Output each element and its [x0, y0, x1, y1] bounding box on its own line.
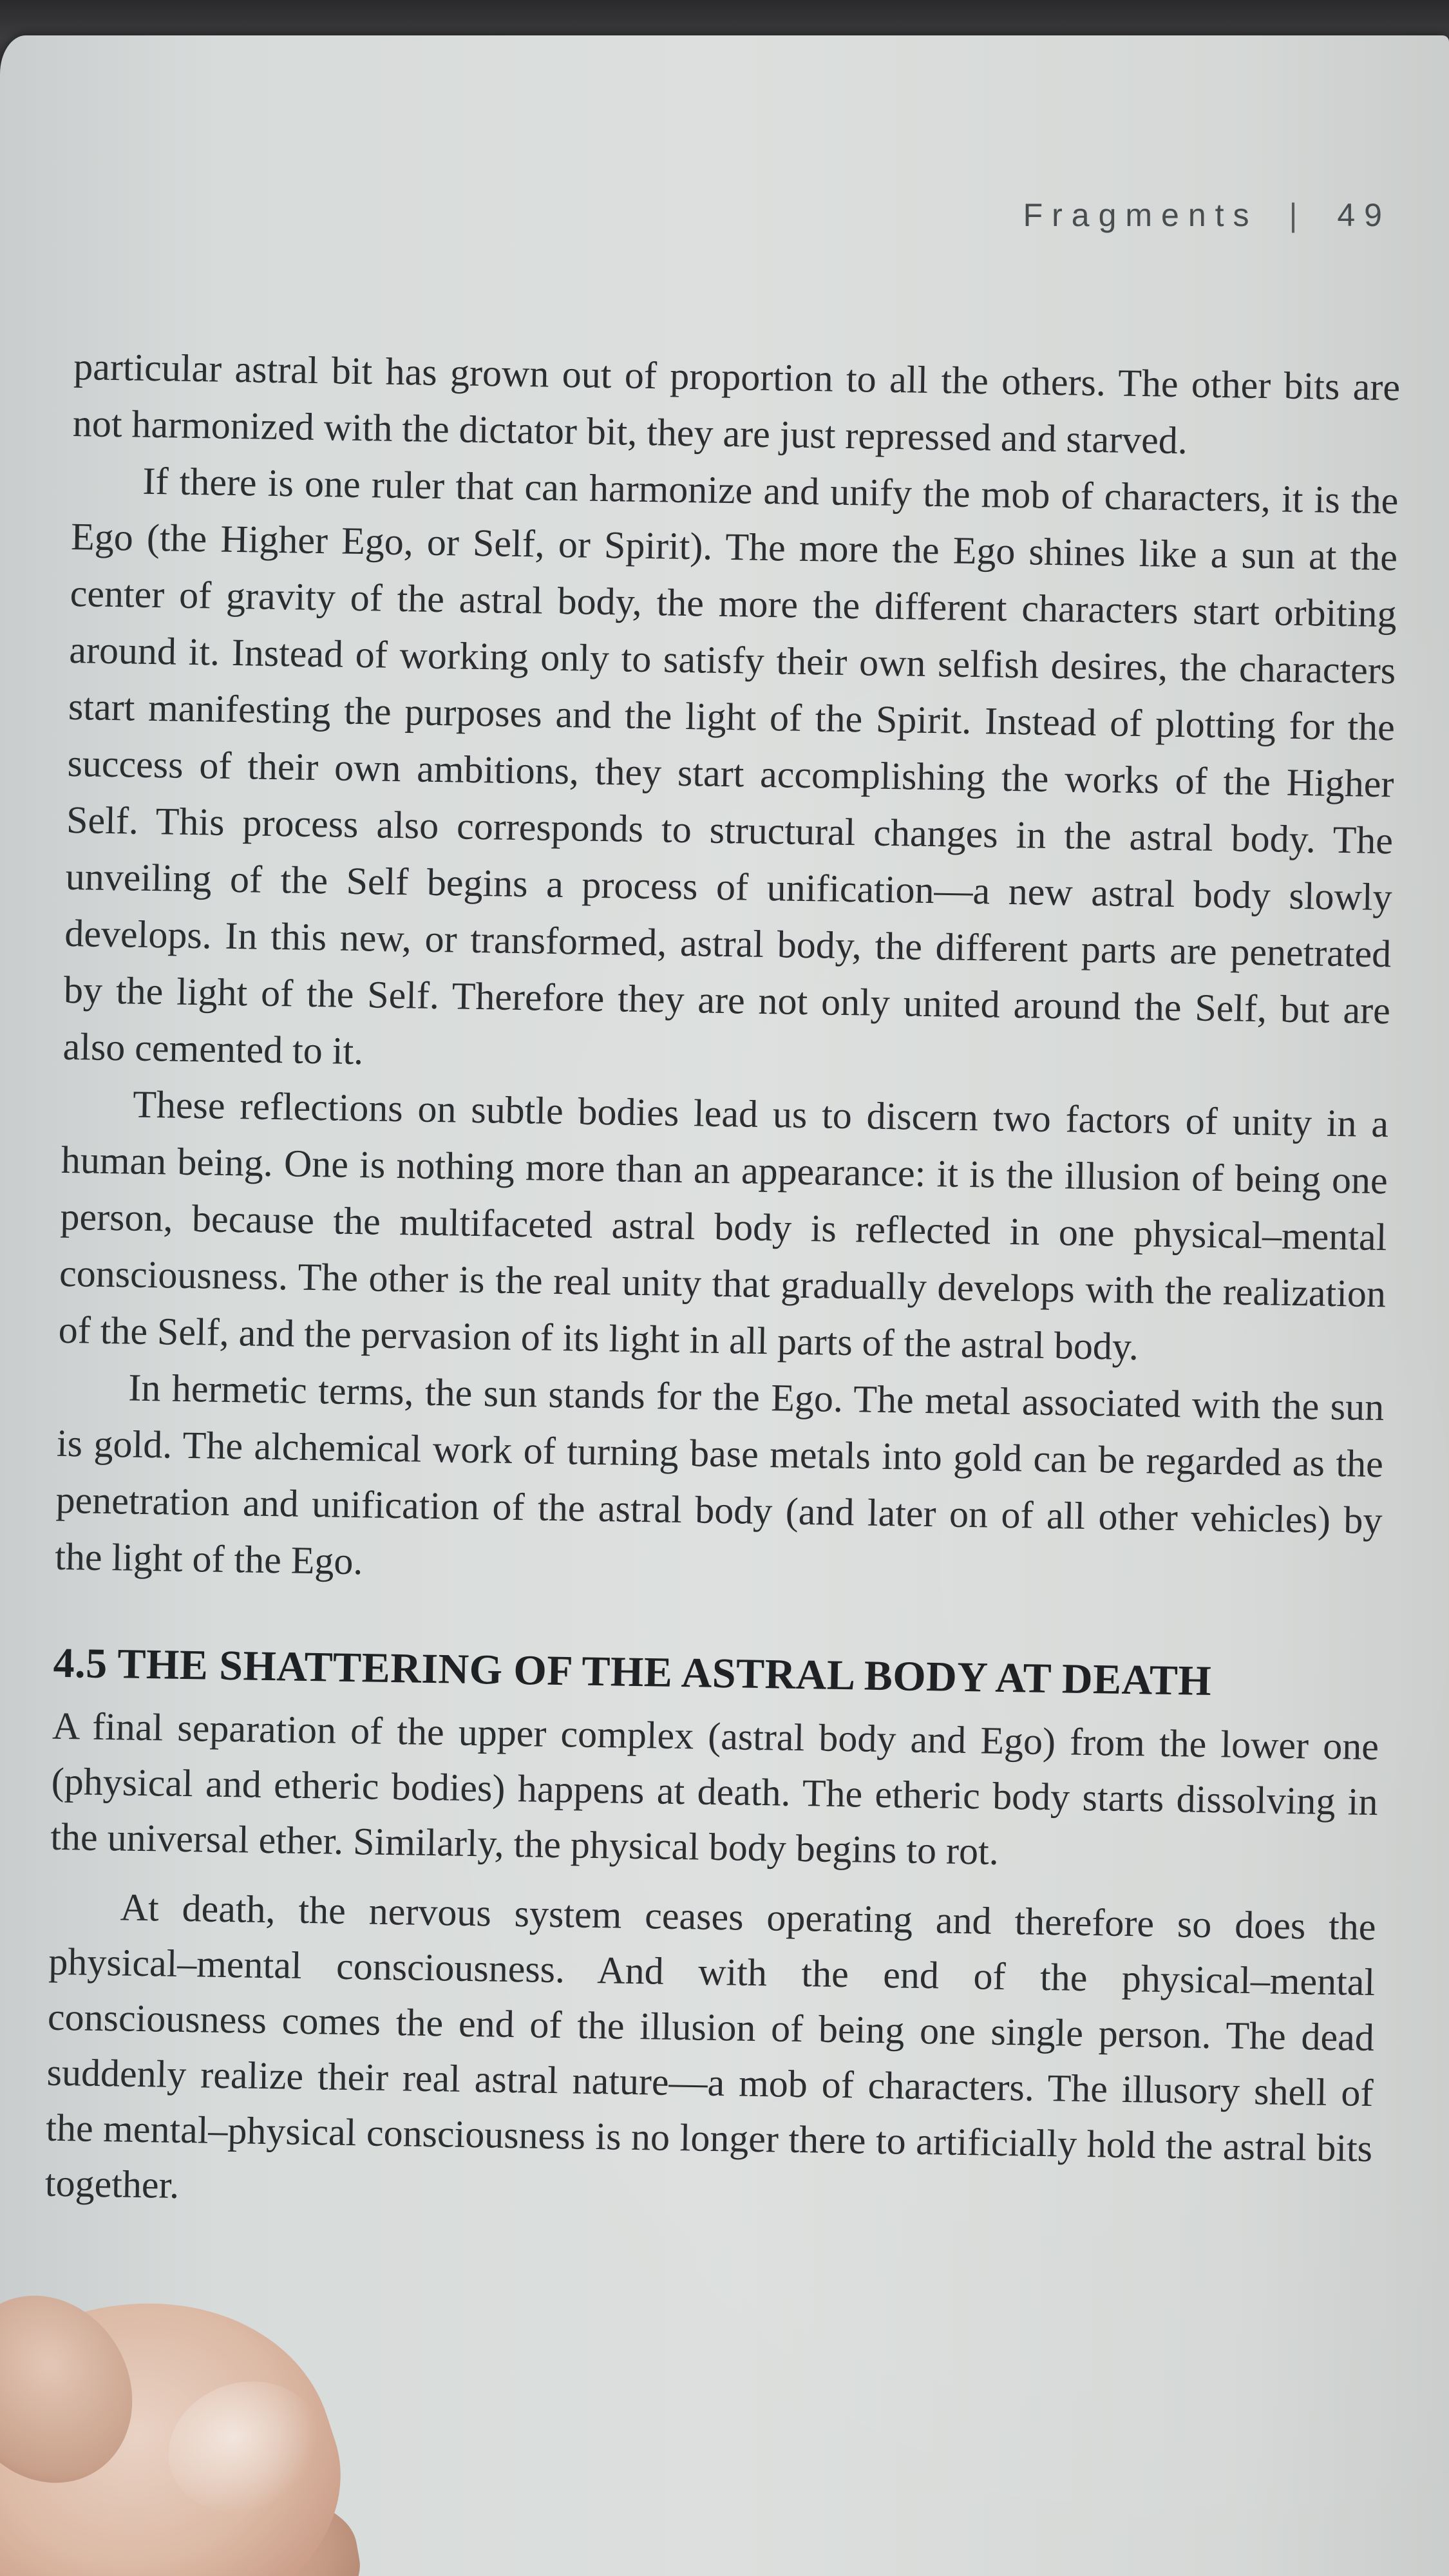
- body-paragraph-2: If there is one ruler that can harmonize and unify the mob of characters, it is the Ego (the Higher Ego, or Self, or Spirit). The more the Ego shines like a sun at the center of gravity of the astral body, the more the different characters start orbiting around it. Instead of working only to satisfy their own selfish desires, the characters start manifesting the purposes and the light of the Spirit. Instead of plotting for the success of their own ambitions, they start accomplishing the works of the Higher Self. This process also corresponds to structural changes in the astral body. The unveiling of the Self begins a process of unification—a new astral body slowly develops. In this new, or transformed, astral body, the different parts are penetrated by the light of the Self. Therefore they are not only united around the Self, but are also cemented to it.: [62, 459, 1399, 1073]
- section-paragraph-1: A final separation of the upper complex (astral body and Ego) from the lower one (physical and etheric bodies) happens at death. The etheric body starts dissolving in the universal ether. Similarly, the physical body begins to rot.: [50, 1704, 1379, 1873]
- body-paragraph-1: particular astral bit has grown out of proportion to all the others. The other bits are not harmonized with the dictator bit, they are just repressed and starved.: [72, 345, 1401, 462]
- section-heading: 4.5 THE SHATTERING OF THE ASTRAL BODY AT DEATH: [53, 1639, 1212, 1705]
- page-number: 49: [1337, 197, 1391, 233]
- running-head: [1023, 196, 1391, 234]
- body-paragraph-3: These reflections on subtle bodies lead us to discern two factors of unity in a human being. One is nothing more than an appearance: it is the illusion of being one person, because the multifaceted astral body is reflected in one physical–mental consciousness. The other is the real unity that gradually develops with the realization of the Self, and the pervasion of its light in all parts of the astral body.: [58, 1083, 1389, 1368]
- page-body: [44, 338, 1400, 2231]
- book-page: [0, 35, 1449, 2576]
- body-paragraph-4: In hermetic terms, the sun stands for the Ego. The metal associated with the sun is gold. The alchemical work of turning base metals into gold can be regarded as the penetration and unification of the astral body (and later on of all other vehicles) by the light of the Ego.: [54, 1366, 1385, 1583]
- section-body: [44, 1698, 1379, 2231]
- section-paragraph-2: At death, the nervous system ceases operating and therefore so does the physical–mental consciousness. And with the end of the physical–mental consciousness comes the end of the illusion of being one single person. The dead suddenly realize their real astral nature—a mob of characters. The illusory shell of the mental–physical consciousness is no longer there to artificially hold the astral bits together.: [44, 1886, 1377, 2206]
- running-head-separator: |: [1289, 197, 1298, 233]
- running-head-title: Fragments: [1023, 197, 1258, 233]
